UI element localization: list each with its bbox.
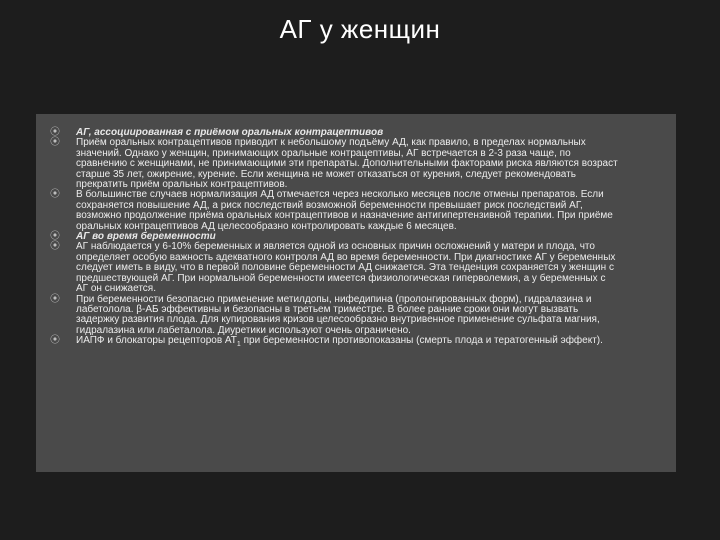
list-item	[40, 190, 620, 232]
circled-dot-icon: ⦿	[50, 241, 60, 253]
paragraph-text: При беременности безопасно применение метилдопы, нифедипина (пролонгированных форм), гидралазина и лабетолола. β-АБ эффективны и безопасны в третьем триместре. В более ранние сроки они могут вызвать задержку развития плода. Для купирования кризов целесообразно внутривенное применение сульфата магния, гидралазина или лабеталола. Диуретики используют очень ограничено.	[76, 293, 600, 336]
circled-dot-icon: ⦿	[50, 137, 60, 149]
circled-dot-icon: ⦿	[50, 335, 60, 347]
list-item	[40, 138, 620, 190]
circled-dot-icon: ⦿	[50, 127, 60, 138]
text-segment: ИАПФ и блокаторы рецепторов АТ	[76, 335, 237, 347]
paragraph-text: АГ наблюдается у 6-10% беременных и является одной из основных причин осложнений у матери и плода, что определяет особую важность адекватного контроля АД во время беременности. При диагностике АГ у беременных следует иметь в виду, что в первой половине беременности АД снижается. Эта тенденция сохраняется у женщин с предшествующей АГ. При нормальной беременности имеется физиологическая гиперволемия, а у беременных с АГ он снижается.	[76, 241, 616, 295]
paragraph-text: Приём оральных контрацептивов приводит к небольшому подъёму АД, как правило, в пределах нормальных значений. Однако у женщин, принимающих оральные контрацептивы, АГ встречается в 2-3 раза чаще, по сравнению с женщинами, не принимающими эти препараты. Дополнительными факторами риска являются возраст старше 35 лет, ожирение, курение. Если женщина не может отказаться от курения, следует рекомендовать прекратить приём оральных контрацептивов.	[76, 137, 618, 191]
subscript: 1	[236, 341, 241, 349]
section-heading-contraceptives: АГ, ассоциированная с приёмом оральных контрацептивов	[76, 127, 384, 138]
circled-dot-icon: ⦿	[50, 189, 60, 201]
circled-dot-icon: ⦿	[50, 293, 60, 305]
paragraph-text	[76, 335, 620, 349]
bullet-list	[40, 128, 620, 347]
list-item	[40, 242, 620, 294]
circled-dot-icon: ⦿	[50, 231, 60, 243]
text-segment: при беременности противопоказаны (смерть плода и тератогенный эффект).	[240, 335, 603, 347]
paragraph-text: В большинстве случаев нормализация АД отмечается через несколько месяцев после отмены препаратов. Если сохраняется повышение АД, а риск последствий возможной беременности превышает риск последствий АГ, возможно продолжение приёма оральных контрацептивов и назначение антигипертензивной терапии. При приёме оральных контрацептивов АД целесообразно контролировать каждые 6 месяцев.	[76, 189, 613, 232]
list-item	[40, 335, 620, 349]
slide-title: АГ у женщин	[279, 14, 441, 44]
section-heading-pregnancy: АГ во время беременности	[76, 231, 216, 243]
list-item	[40, 295, 620, 337]
